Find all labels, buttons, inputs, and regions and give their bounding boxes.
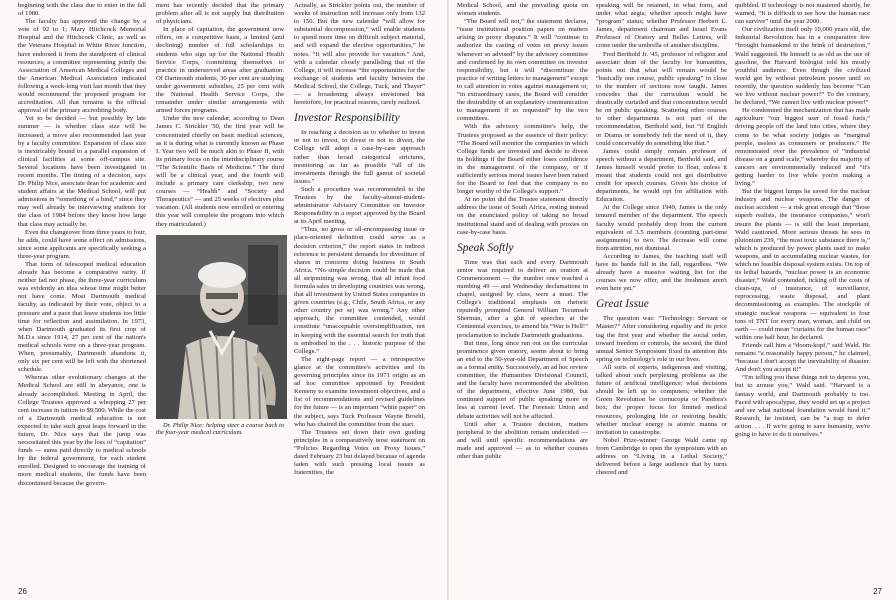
paragraph: He condemned the mechanization that has made agriculture “our biggest user of fossil fuels,” driving people off the land into cities, where they come to be what society judges as “marginal people, useless as consumers or producers.” He remonstrated over the prevalence of “industrial disease on a grand scale,” whereby the majority of cancers are environmentally induced and “it's getting harder to live while you're making a living.” [735,107,870,188]
paragraph: “The Board will not,” the statement declares, “issue institutional position papers on matters arising in proxy disputes.” It will “continue to authorize the casting of votes on proxy issues whenever so advised” by the advisory committee and confirmed by its own committee on investor responsibility, but it will “discontinue the practice of writing letters to management” except to call attention to votes against management or, “in extraordinary cases, the Board will consider the desirability of an explanatory communication to management if so requested” by the two committees. [457,18,588,123]
paragraph: “I'm telling you these things not to depress you, but to arouse you,” Wald said. “Harvard is a fantasy world, and Dartmouth probably is too. Faced with apocalypse, they would set up a project and see what national foundation would fund it.” Research, he insisted, can be “a trap to defer action. . . . If we're going to save humanity, we're going to have to do it ourselves.” [735,374,870,438]
paragraph: ment has recently decided that the primary problem after all is not supply but distribution of physicians. [156,2,284,26]
section-heading: Great Issue [596,298,649,311]
paragraph: At no point did the Trustee statement directly address the issue of South Africa, resting instead on the enunciated policy of taking no broad institutional stand and of dealing with proxies on case-by-case basis. [457,196,588,236]
right-column-3 [735,2,870,439]
paragraph: Friends call him a “doom-kopf,” said Wald. He remains “a reasonably happy person,” he claimed, “because I don't accept the inevitability of disaster. And don't you accept it!” [735,341,870,374]
right-column-1 [457,2,588,461]
page-number: 26 [18,587,27,596]
paragraph: But the biggest lumps he saved for the nuclear industry and nuclear weapons. The danger of nuclear accident — a risk great enough that “those superb realists, the insurance companies,” won't insure the plants — is still the least important, Wald cautioned. More serious threats he sees in plutonium 239, “the most toxic substance there is,” which is produced by power plants used to make weapons, and in accumulating nuclear wastes, for which no feasible disposal system exists. On top of its lethal hazards, “nuclear power is an economic disaster,” Wald contended, ticking off the costs of clean-ups, of insurance, of surveillance, reprocessing, waste disposal, and plant decommissioning as examples. The stockpile of strategic nuclear weapons — equivalent to four tons of TNT for every man, woman, and child on earth — could mean “curtains for the human race” within one half hour, he declared. [735,188,870,341]
paragraph: Until after a Trustee decision, matters peripheral to the abolition remain undecided — and will until specific recommendations are made and approved — as to whether courses other than public [457,420,588,460]
paragraph: Under the new calendar, according to Dean James C. Strickler '50, the first year will be concentrated chiefly on basic medical sciences, as it is during what is currently known as Phase I. Year two will be much akin to Phase II, with its primary focus on the interdisciplinary course “The Scientific Basis of Medicine.” The third will be a clinical year, and the fourth will include a primary care clerkship, two new courses — “Health” and “Society and Therapeutics” — and 25 weeks of electives plus vacation. (All students now enrolled or entering this year will complete the program into which they matriculated.) [156,115,284,228]
left-column-3 [294,2,425,477]
paragraph: “Thus, no gross or all-encompassing issue or place-oriented definition could serve as a decision criterion,” the report states in indirect reference to persistent demands for divestiture of shares in concerns doing business in South Africa. “No simple decision could be made that all stripmining was wrong, that all infant food formula sales in developing countries was wrong, that all investment by United States companies in given countries (e.g., Chile, South Africa, or any other country per se) was wrong.” Any other approach, the committee contended, would constitute “unacceptable oversimplification, not in keeping with the essential search for truth that is embodied in the . . . historic purpose of the College.” [294,226,425,355]
paragraph: Medical School, and the prevailing quota on women students. [457,2,588,18]
paragraph: James could simply remain professor of speech without a department, Berthold said, and James himself would prefer to float, unless it meant that students could not get distributive credit for speech courses. Given his choice of departments, he would opt for affiliation with Education. [596,147,727,204]
paragraph: At the College since 1949, James is the only tenured member of the department. The speech faculty would probably drop from the current equivalent of 3.5 members (counting part-time assignments) to two. The decrease will come from attrition, not dismissal. [596,204,727,252]
paragraph: All sorts of experts, indigenous and visiting, talked about such perplexing problems as the future of artificial intelligence; what decisions should be left up to computers; whether the Green Revolution be cornucopia or Pandora's box; the proper focus for limited medical resources, prolonging life or restoring health; whether nuclear energy is atomic manna or invitation to catastrophe. [596,363,727,436]
paragraph: That form of telescoped medical education already has become a comparative rarity. If neither fad nor phase, the three-year curriculum was evidently an idea whose time might better not have come. Most Dartmouth medical faculty, as indicated by their vote, object to a pressure and a pace that leave students too little time for reflection and assimilation. In 1973, when Dartmouth graduated its first crop of M.D.s since 1914, 27 per cent of the nation's medical schools were on a three-year program. When, presumably, Dartmouth abandons it, only six per cent will be left with the shortened schedule. [18,261,146,374]
page-number: 27 [873,587,882,596]
paragraph: Our civilization itself only 10,000 years old, the Industrial Revolution has in a comparative few “brought humankind to the brink of destruction,” Wald suggested. He himself is as old as the use of gasoline, the Harvard biologist told his mostly youthful audience. Even though the civilized world got by without petroleum power until so recently, the question suddenly has become “Can we live without nuclear power?” To the contrary, he declared, “We cannot live with nuclear power!” [735,26,870,107]
paragraph: Actually, as Strickler points out, the number of weeks of instruction will increase only from 132 to 150. But the new calendar “will allow for substantial decompression,” will enable students to spend more time on difficult subject material, and will expand the elective opportunities,” he notes. “It will also provide for vacation.” And, with a calendar closely paralleling that of the College, it will increase “the opportunities for the exchange of students and faculty between the Medical School, the College, Tuck, and Thayer” — a broadening always envisioned but heretofore, for practical reasons, rarely realized. [294,2,425,107]
left-column-2 [156,2,284,437]
paragraph: Such a procedure was recommended to the Trustees by the faculty-alumni-student-administrator Advisory Committee on Investor Responsibility in a report approved by the Board at its April meeting. [294,185,425,226]
paragraph: The question was: “Technology: Servant or Master?” After considering equality and its price tag the first year and whether the social order, toward freedom or controls, the second, the third annual Senior Symposium fixed its attention this spring on technology's role in our lives. [596,315,727,363]
portrait-illustration [156,235,287,419]
paragraph: quibbled. If technology is not mastered shortly, he warned, “It is difficult to see how the human race can survive” until the year 2000. [735,2,870,26]
paragraph: The Trustees set down their own guiding principles in a comparatively terse statement on “Policies Regarding Votes on Proxy Issues,” dated February 23 but delayed because of agenda laden with such pressing local issues as fraternities, the [294,428,425,477]
left-page [0,0,447,600]
paragraph: beginning with the class due to enter in the fall of 1980. [18,2,146,18]
portrait-photo [156,235,287,419]
paragraph: The eight-page report — a retrospective glance at the committee's activities and its governing principles since its 1971 origin as an ad hoc committee appointed by President Kemeny to examine investment objectives, and a list of recommendations and revised guidelines for the future — is an important “white paper” on the subject, says Tuck Professor Wayne Broehl, who has chaired the committee from the start. [294,355,425,428]
paragraph: The faculty has approved the change by a vote of 92 to 1; Mary Hitchcock Memorial Hospital and the Hitchcock Clinic, as well as the Veterans Hospital in White River Junction, have endorsed it from the standpoint of clinical resources; a committee representing jointly the Association of American Medical Colleges and the American Medical Association indicated following a week-long visit last month that they would recommend the proposed program for accreditation. All that remains is the official approval of the primary accrediting body. [18,18,146,115]
paragraph: Yet to be decided — but possibly by late summer — is whether class size will be increased, a move also recommended last year by a faculty committee. Expansion of class size is inextricably bound to a parallel expansion of clinical facilities at some off-campus site. Several locations have been investigated in recent months. The timing of a decision, says Dr. Philip Nice, associate dean for academic and student affairs at the Medical School, will put admissions in “something of a bind,” since they may well already be interviewing students for the class of 1984 before they know how large that class may actually be. [18,115,146,228]
paragraph: speaking will be retained, in what form, and under what aegis; whether speech might have “program” status; whether Professor Herbert L. James, department chairman and Israel Evans Professor of Oratory and Belles Lettres, will come under the umbrella of another discipline. [596,2,727,50]
paragraph: According to James, the teaching staff will have its hands full in the fall, regardless. “We already have a massive waiting list for the courses we now offer, and the freshmen aren't even here yet.” [596,252,727,293]
section-heading: Investor Responsibility [294,112,400,125]
right-page [449,0,896,600]
section-heading: Speak Softly [457,241,514,254]
left-column-1 [18,2,146,488]
paragraph: Fred Berthold Jr. '45, professor of religion and associate dean of the faculty for humanities, points out that what will remain would be “basically one course, public speaking” in close to the number of sections now taught. James concedes that the curriculum would be drastically curtailed and that concentration would be on public speaking. Scattering other courses to other departments is not part of the recommendation, Berthold said, but “if English or Drama or somebody felt the need of it, they could conceivably do something like that.” [596,50,727,147]
paragraph: Whereas other evolutionary changes at the Medical School are still in abeyance, one is already accomplished. Meeting in April, the College Trustees approved a whopping 27 per cent increase in tuition to $9,500. While the cost of a Dartmouth medical education is not expected to take such great leaps forward in the future, Dr. Nice says that the jump was necessitated this year by the loss of “capitation” funds — sums paid directly to medical schools by the federal government, for each student enrolled. Designed to encourage the training of more medical students, the funds have been discontinued because the govern- [18,374,146,487]
photo-caption: Dr. Philip Nice: helping steer a course back to the four-year medical curriculum. [156,421,284,437]
right-column-2 [596,2,727,477]
paragraph: With the advisory committee's help, the Trustees proposed as the essence of their policy: “The Board will monitor the companies in which College funds are invested and decide to divest its holdings if the Board either loses confidence in the management of the company, or if sufficiently serious moral issues have been raised for the Board to feel that the company is no longer worthy of the College's support.” [457,123,588,196]
paragraph: Time was that each and every Dartmouth senior was required to deliver an oration at Commencement — the number once reached a numbing 49 — and Wednesday declamations in chapel, assigned by class, were a must. The College's traditional emphasis on rhetoric reputedly prompted General William Tecumseh Sherman, after a glut of speeches at the Centennial exercises, to amend his “War is Hell!” proclamation to include Dartmouth graduations. [457,258,588,339]
paragraph: Nobel Prize-winner George Wald came up from Cambridge to open the symposium with an address on “Living in a Lethal Society,” delivered before a large audience that by turns cheered and [596,436,727,477]
paragraph: Even the changeover from three years to four, he adds, could have some effect on admissions, since some applicants are specifically seeking a three-year program. [18,228,146,260]
paragraph: In place of capitation, the government now offers, on a competitive basis, a limited (and declining) number of full scholarships to students who sign up for the National Health Service Corps, committing themselves to practice in underserved areas after graduation. Of Dartmouth students, 30 per cent are studying under government subsidies, 25 per cent with the National Health Service Corps, the remainder under similar arrangements with armed forces programs. [156,26,284,115]
paragraph: But time, long since run out on the curricular prominence given oratory, seems about to bring an end to the 50-year-old Department of Speech as a formal entity. Successively, an ad hoc review committee, the Humanities Divisional Council, and the faculty have recommended the abolition of the department, effective June 1980, but continued support of public speaking more or less at current level. The Forensic Union and debate activities will not be affected. [457,339,588,420]
paragraph: In reaching a decision as to whether to invest or not to invest, to divest or not to divest, the College will adopt a case-by-case approach rather than broad categorical strictures, monitoring as far as possible “all of its investments through the full gamut of societal issues.” [294,129,425,185]
